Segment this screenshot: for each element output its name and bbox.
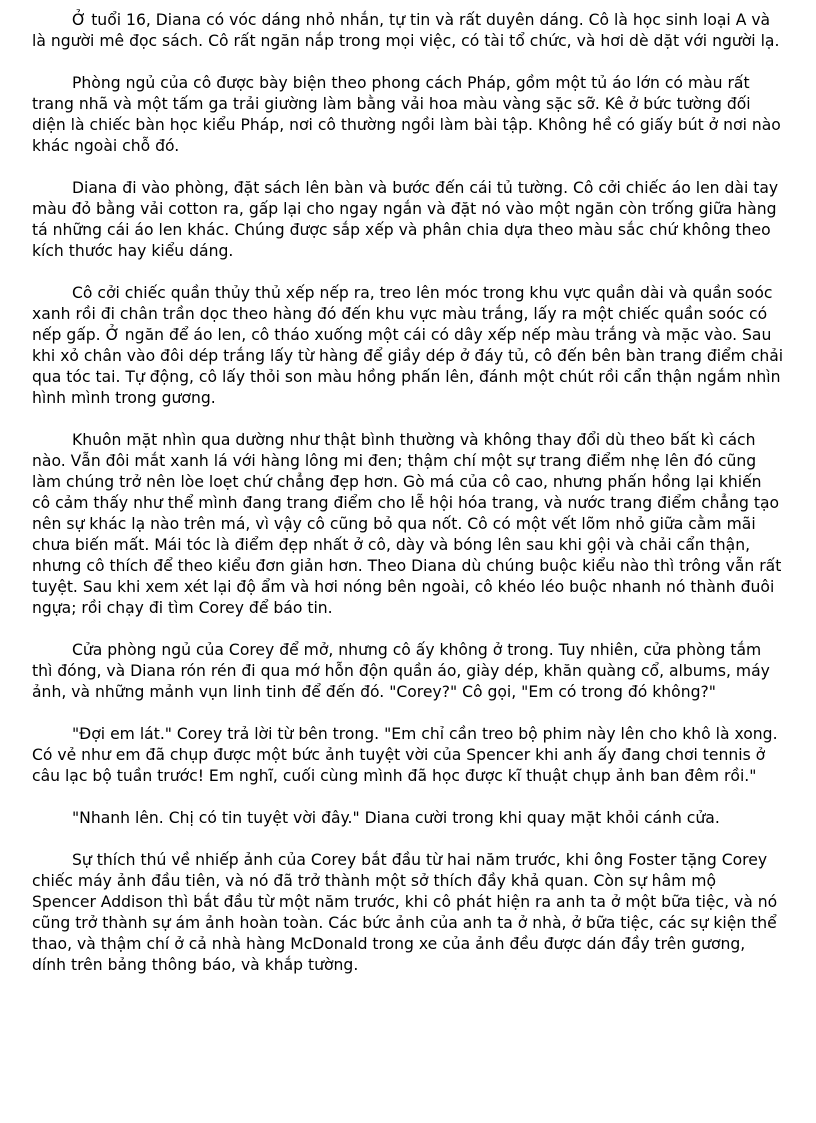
paragraph: Ở tuổi 16, Diana có vóc dáng nhỏ nhắn, tự tin và rất duyên dáng. Cô là học sinh loại A và là người mê đọc sách. Cô rất ngăn nắp trong mọi việc, có tài tổ chức, và hơi dè dặt với người lạ. [32, 11, 780, 50]
paragraph: "Đợi em lát." Corey trả lời từ bên trong. "Em chỉ cần treo bộ phim này lên cho khô là xong. Có vẻ như em đã chụp được một bức ảnh tuyệt vời của Spencer khi anh ấy đang chơi tennis ở câu lạc bộ tuần trước! Em nghĩ, cuối cùng mình đã học được kĩ thuật chụp ảnh ban đêm rồi." [32, 725, 778, 785]
paragraph: Phòng ngủ của cô được bày biện theo phong cách Pháp, gồm một tủ áo lớn có màu rất trang nhã và một tấm ga trải giường làm bằng vải hoa màu vàng sặc sỡ. Kê ở bức tường đối diện là chiếc bàn học kiểu Pháp, nơi cô thường ngồi làm bài tập. Không hề có giấy bút ở nơi nào khác ngoài chỗ đó. [32, 74, 781, 155]
paragraph: Khuôn mặt nhìn qua dường như thật bình thường và không thay đổi dù theo bất kì cách nào. Vẫn đôi mắt xanh lá với hàng lông mi đen; thậm chí một sự trang điểm nhẹ lên đó cũng làm chúng trở nên lòe loẹt chứ chẳng đẹp hơn. Gò má của cô cao, nhưng phấn hồng lại khiến cô cảm thấy như thể mình đang trang điểm cho lễ hội hóa trang, và nước trang điểm chẳng tạo nên sự khác lạ nào trên má, vì vậy cô cũng bỏ qua nốt. Cô có một vết lõm nhỏ giữa cằm mãi chưa biến mất. Mái tóc là điểm đẹp nhất ở cô, dày và bóng lên sau khi gội và chải cẩn thận, nhưng cô thích để theo kiểu đơn giản hơn. Theo Diana dù chúng buộc kiểu nào thì trông vẫn rất tuyệt. Sau khi xem xét lại độ ẩm và hơi nóng bên ngoài, cô khéo léo buộc nhanh nó thành đuôi ngựa; rồi chạy đi tìm Corey để báo tin. [32, 431, 782, 617]
document-body [32, 10, 784, 997]
paragraph: Cửa phòng ngủ của Corey để mở, nhưng cô ấy không ở trong. Tuy nhiên, cửa phòng tắm thì đóng, và Diana rón rén đi qua mớ hỗn độn quần áo, giày dép, khăn quàng cổ, albums, máy ảnh, và những mảnh vụn linh tinh để đến đó. "Corey?" Cô gọi, "Em có trong đó không?" [32, 641, 770, 701]
paragraph: Diana đi vào phòng, đặt sách lên bàn và bước đến cái tủ tường. Cô cởi chiếc áo len dài tay màu đỏ bằng vải cotton ra, gấp lại cho ngay ngắn và đặt nó vào một ngăn còn trống giữa hàng tá những cái áo len khác. Chúng được sắp xếp và phân chia dựa theo màu sắc chứ không theo kích thước hay kiểu dáng. [32, 179, 779, 260]
paragraph: "Nhanh lên. Chị có tin tuyệt vời đây." Diana cười trong khi quay mặt khỏi cánh cửa. [72, 809, 720, 827]
paragraph: Cô cởi chiếc quần thủy thủ xếp nếp ra, treo lên móc trong khu vực quần dài và quần soóc xanh rồi đi chân trần dọc theo hàng đó đến khu vực màu trắng, lấy ra một chiếc quần soóc có nếp gấp. Ở ngăn để áo len, cô tháo xuống một cái có dây xếp nếp màu trắng và mặc vào. Sau khi xỏ chân vào đôi dép trắng lấy từ hàng để giầy dép ở đáy tủ, cô đến bên bàn trang điểm chải qua tóc tai. Tự động, cô lấy thỏi son màu hồng phấn lên, đánh một chút rồi cẩn thận ngắm nhìn hình mình trong gương. [32, 284, 784, 407]
paragraph: Sự thích thú về nhiếp ảnh của Corey bắt đầu từ hai năm trước, khi ông Foster tặng Corey chiếc máy ảnh đầu tiên, và nó đã trở thành một sở thích đầy khả quan. Còn sự hâm mộ Spencer Addison thì bắt đầu từ một năm trước, khi cô phát hiện ra anh ta ở một bữa tiệc, và nó cũng trở thành sự ám ảnh hoàn toàn. Các bức ảnh của anh ta ở nhà, ở bữa tiệc, các sự kiện thể thao, và thậm chí ở cả nhà hàng McDonald trong xe của ảnh đều được dán đầy trên gương, dính trên bảng thông báo, và khắp tường. [32, 851, 778, 974]
